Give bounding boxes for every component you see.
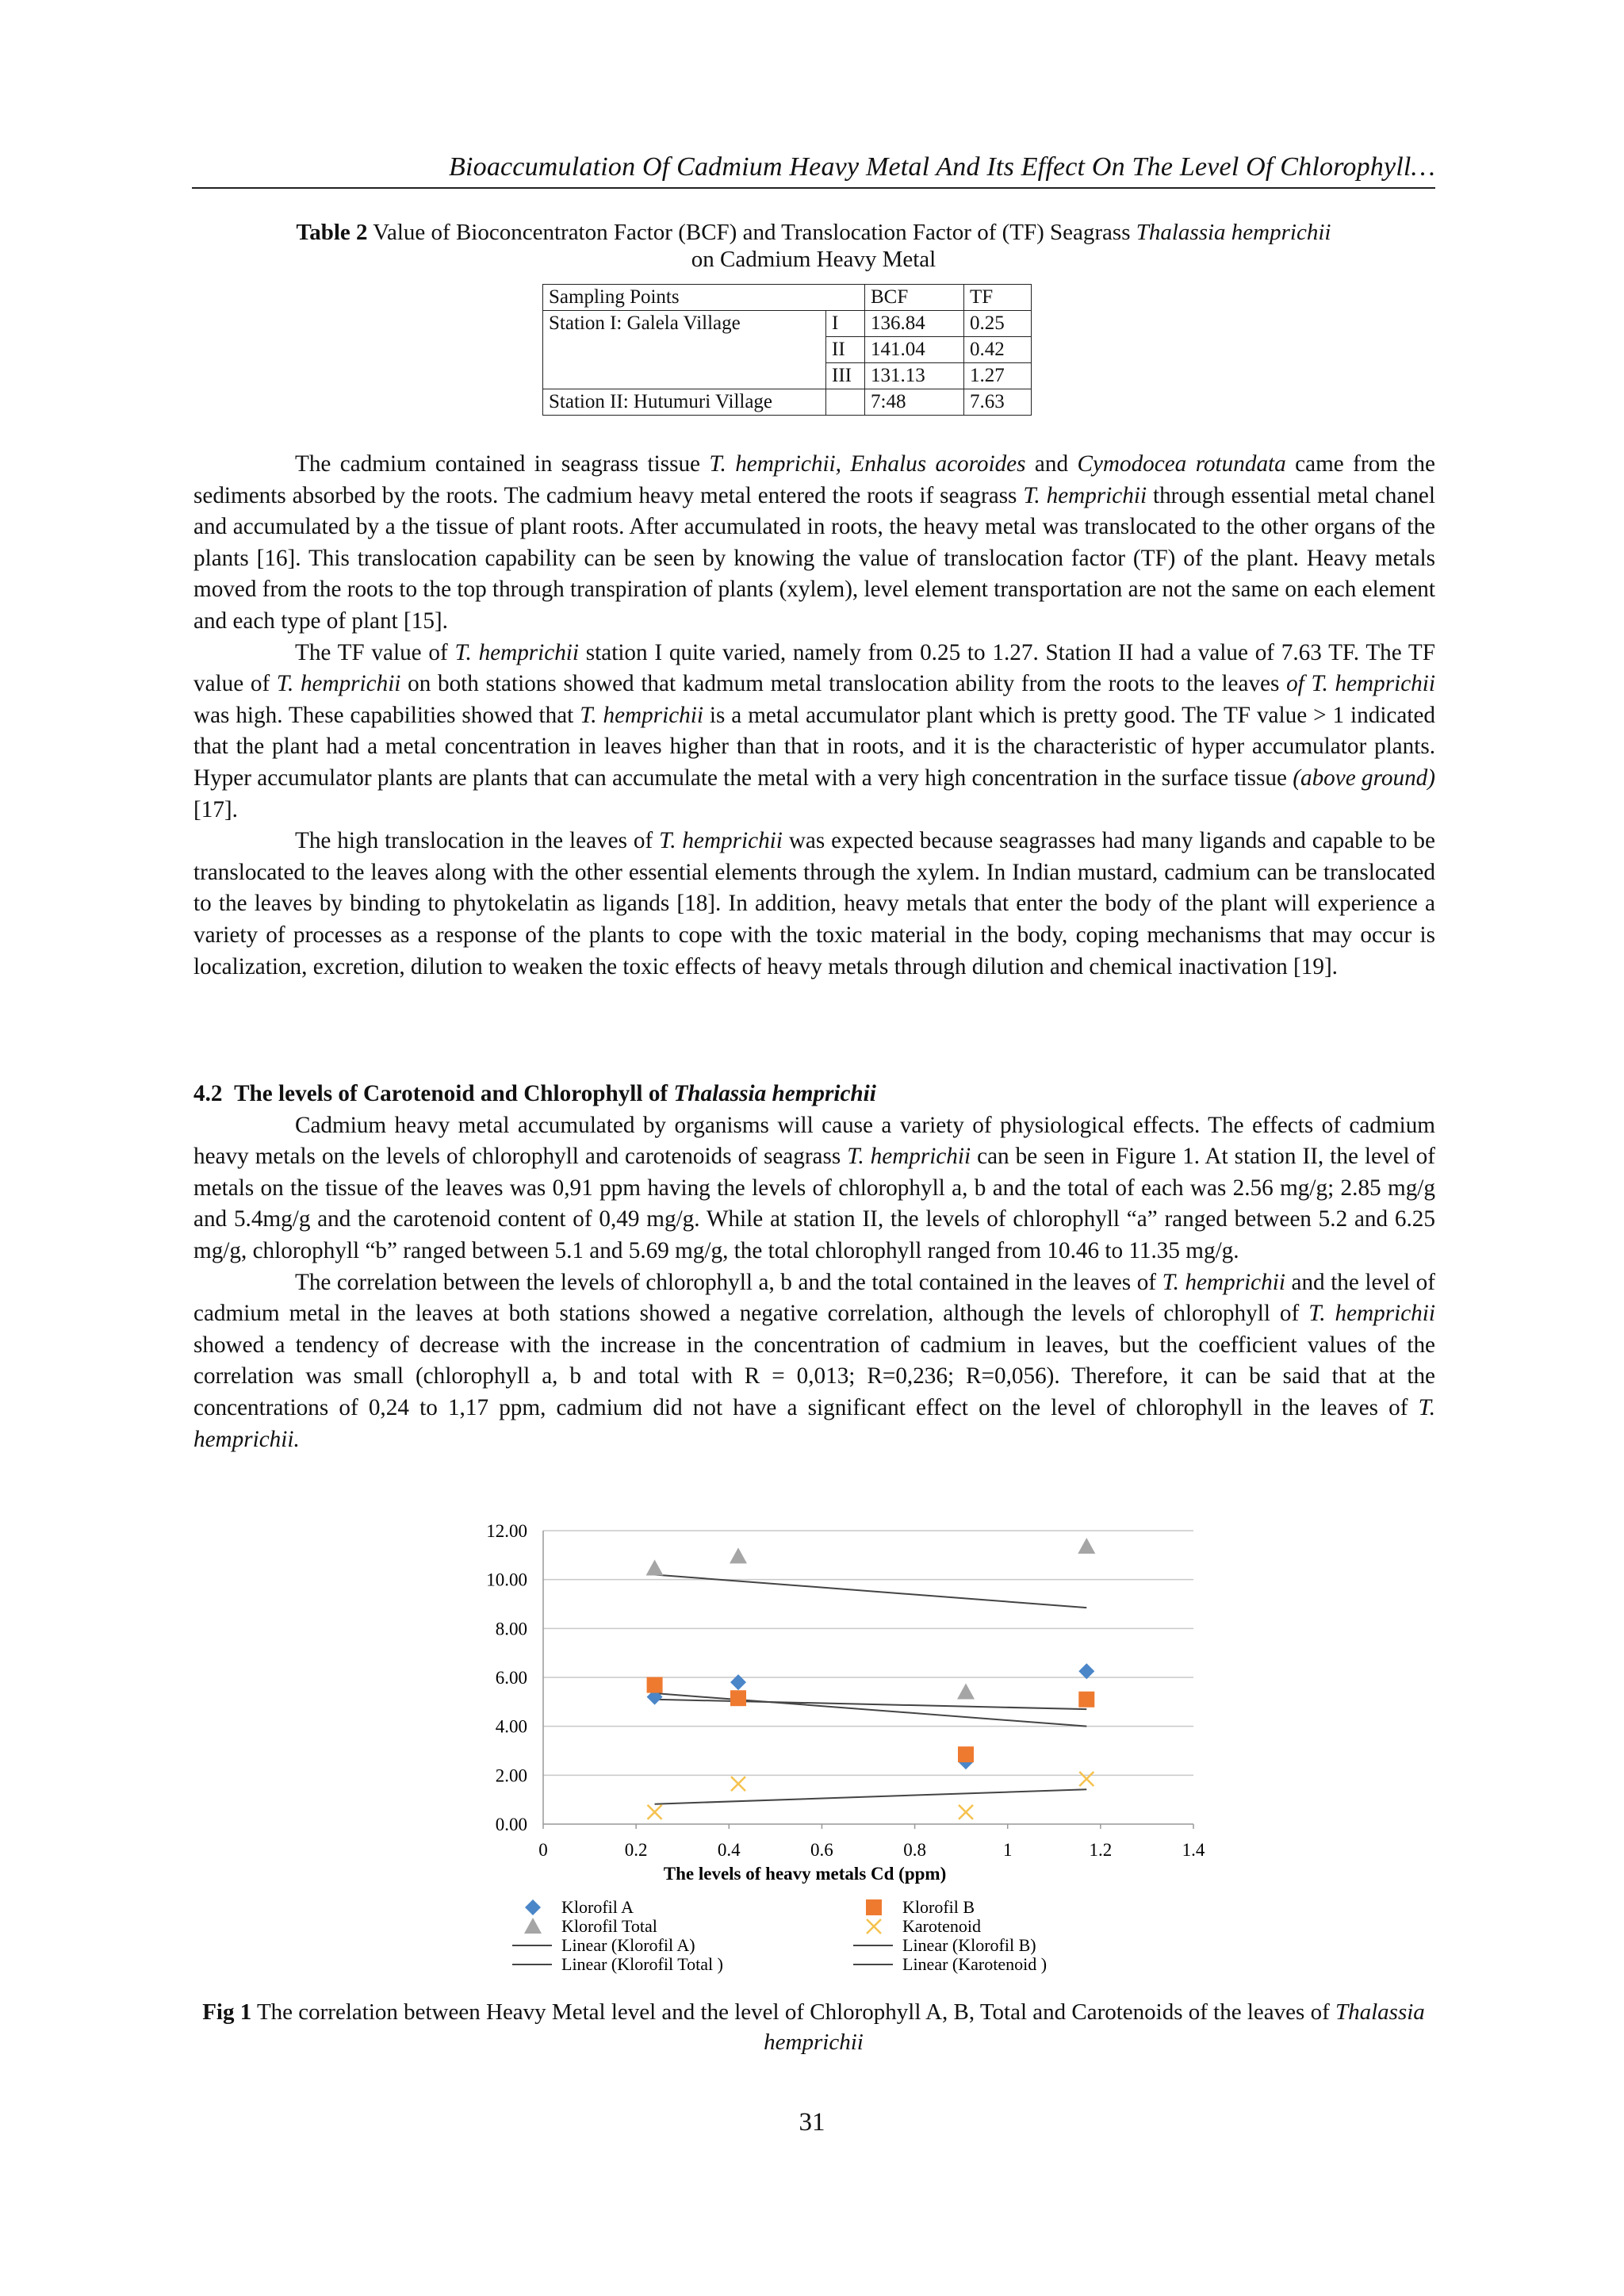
paragraph-1: The cadmium contained in seagrass tissue T. hemprichii, Enhalus acoroides and Cymodocea rotundata came from the sediments absorbed by the roots. The cadmium heavy metal entered the roots if seagrass T. hemprichii through essential metal chanel and accumulated by a the tissue of plant roots. After accumulated in roots, the heavy metal was translocated to the other organs of the plants [16]. This translocation capability can be seen by knowing the value of translocation factor (TF) of the plant. Heavy metals moved from the roots to the top through transpiration of plants (xylem), level element transportation are not the same on each element and each type of plant [15]. bbox=[193, 451, 1435, 634]
y-tick-label: 8.00 bbox=[495, 1619, 527, 1639]
figure-label: Fig 1 bbox=[202, 1999, 252, 2025]
y-tick-label: 0.00 bbox=[495, 1815, 527, 1834]
bcf-tf-table bbox=[542, 284, 1032, 416]
figure-caption-species: Thalassia hemprichii bbox=[764, 1999, 1425, 2055]
table-caption bbox=[192, 219, 1435, 273]
data-point-karotenoid bbox=[1079, 1772, 1094, 1786]
chart-x-ticks bbox=[538, 1840, 1205, 1860]
x-tick-label: 0 bbox=[538, 1840, 548, 1860]
table-row bbox=[543, 389, 1032, 416]
figure-caption-text: The correlation between Heavy Metal level and the level of Chlorophyll A, B, Total and Carotenoids of the leaves of bbox=[251, 1999, 1335, 2025]
data-point-karotenoid bbox=[731, 1777, 745, 1791]
x-tick-label: 0.6 bbox=[810, 1840, 833, 1860]
x-tick-label: 0.2 bbox=[624, 1840, 648, 1860]
data-point-klorofil-b bbox=[647, 1677, 663, 1693]
table-caption-text: Value of Bioconcentraton Factor (BCF) and Translocation Factor of (TF) Seagrass bbox=[367, 220, 1136, 245]
legend-symbol bbox=[524, 1918, 542, 1934]
header-sampling-points: Sampling Points bbox=[543, 285, 865, 311]
cell-sub: II bbox=[826, 337, 865, 363]
paragraph-4: Cadmium heavy metal accumulated by organisms will cause a variety of physiological effects. The effects of cadmium heavy metals on the levels of chlorophyll and carotenoids of seagrass T. hemprichii can be seen in Figure 1. At station II, the level of metals on the tissue of the leaves was 0,91 ppm having the levels of chlorophyll a, b and the total of each was 2.56 mg/g; 2.85 mg/g and 5.4mg/g and the carotenoid content of 0,49 mg/g. While at station II, the levels of chlorophyll “a” ranged between 5.2 and 6.25 mg/g, chlorophyll “b” ranged between 5.1 and 5.69 mg/g, the total chlorophyll ranged from 10.46 to 11.35 mg/g. bbox=[193, 1112, 1435, 1263]
x-tick-label: 0.4 bbox=[717, 1840, 741, 1860]
legend-label: Klorofil A bbox=[561, 1897, 634, 1917]
cell-tf: 1.27 bbox=[964, 363, 1032, 389]
data-point-klorofil-total bbox=[730, 1547, 747, 1563]
trendline bbox=[655, 1700, 1087, 1709]
y-tick-label: 6.00 bbox=[495, 1668, 527, 1688]
cell-tf: 0.25 bbox=[964, 311, 1032, 337]
cell-sub bbox=[826, 389, 865, 416]
cell-bcf: 7:48 bbox=[865, 389, 964, 416]
x-tick-label: 0.8 bbox=[903, 1840, 926, 1860]
body-block-1 bbox=[193, 449, 1435, 983]
y-tick-label: 4.00 bbox=[495, 1716, 527, 1737]
chart-legend bbox=[512, 1897, 1047, 1974]
table-row bbox=[543, 311, 1032, 337]
legend-label: Klorofil B bbox=[902, 1897, 975, 1917]
legend-label: Linear (Klorofil B) bbox=[902, 1935, 1036, 1955]
table-caption-species: Thalassia hemprichii bbox=[1136, 220, 1331, 245]
cell-station: Station I: Galela Village bbox=[543, 311, 826, 389]
data-point-klorofil-b bbox=[958, 1746, 974, 1762]
legend-symbol bbox=[867, 1919, 881, 1934]
cell-bcf: 141.04 bbox=[865, 337, 964, 363]
table-label: Table 2 bbox=[296, 220, 368, 245]
x-axis-label: The levels of heavy metals Cd (ppm) bbox=[663, 1864, 947, 1884]
chart-grid bbox=[543, 1531, 1193, 1829]
trendline bbox=[655, 1693, 1087, 1727]
legend-label: Karotenoid bbox=[902, 1916, 981, 1936]
paragraph-3: The high translocation in the leaves of T. hemprichii was expected because seagrasses had many ligands and capable to be translocated to the leaves along with the other essential elements through the xylem. In Indian mustard, cadmium can be translocated to the leaves by binding to phytokelatin as ligands [18]. In addition, heavy metals that enter the body of the plant will experience a variety of processes as a response of the plants to cope with the toxic material in the body, coping mechanisms that may occur is localization, excretion, dilution to weaken the toxic effects of heavy metals through dilution and chemical inactivation [19]. bbox=[193, 828, 1435, 979]
x-tick-label: 1.4 bbox=[1182, 1840, 1205, 1860]
cell-sub: I bbox=[826, 311, 865, 337]
page-number: 31 bbox=[799, 2108, 825, 2137]
cell-bcf: 136.84 bbox=[865, 311, 964, 337]
cell-bcf: 131.13 bbox=[865, 363, 964, 389]
cell-station: Station II: Hutumuri Village bbox=[543, 389, 826, 416]
data-point-karotenoid bbox=[648, 1805, 662, 1819]
data-point-karotenoid bbox=[959, 1805, 973, 1819]
table-caption-text-2: on Cadmium Heavy Metal bbox=[691, 247, 936, 272]
paragraph-2: The TF value of T. hemprichii station I quite varied, namely from 0.25 to 1.27. Station II had a value of 7.63 TF. The TF value of T. hemprichii on both stations showed that kadmum metal translocation ability from the roots to the leaves of T. hemprichii was high. These capabilities showed that T. hemprichii is a metal accumulator plant which is pretty good. The TF value > 1 indicated that the plant had a metal concentration in leaves higher than that in roots, and it is the characteristic of hyper accumulator plants. Hyper accumulator plants are plants that can accumulate the metal with a very high concentration in the surface tissue (above ground) [17]. bbox=[193, 639, 1436, 822]
x-tick-label: 1 bbox=[1002, 1840, 1013, 1860]
chlorophyll-cd-chart bbox=[412, 1507, 1221, 1983]
legend-label: Linear (Karotenoid ) bbox=[902, 1954, 1048, 1974]
legend-symbol bbox=[866, 1899, 882, 1915]
cell-tf: 0.42 bbox=[964, 337, 1032, 363]
data-point-klorofil-total bbox=[646, 1559, 664, 1575]
x-tick-label: 1.2 bbox=[1089, 1840, 1113, 1860]
trendline bbox=[655, 1789, 1087, 1804]
data-point-klorofil-b bbox=[1078, 1692, 1094, 1708]
figure-caption bbox=[192, 1997, 1435, 2057]
body-block-2 bbox=[193, 1079, 1435, 1455]
legend-symbol bbox=[525, 1899, 541, 1915]
header-bcf: BCF bbox=[865, 285, 964, 311]
table-header-row bbox=[543, 285, 1032, 311]
data-point-klorofil-total bbox=[1078, 1538, 1095, 1554]
chart-y-ticks bbox=[486, 1521, 527, 1834]
section-heading: 4.2 The levels of Carotenoid and Chlorophyll of Thalassia hemprichii bbox=[193, 1081, 876, 1106]
legend-label: Klorofil Total bbox=[561, 1916, 657, 1936]
cell-tf: 7.63 bbox=[964, 389, 1032, 416]
cell-sub: III bbox=[826, 363, 865, 389]
legend-label: Linear (Klorofil Total ) bbox=[561, 1954, 723, 1974]
data-point-klorofil-a bbox=[730, 1674, 746, 1690]
chart-trendlines bbox=[655, 1575, 1087, 1804]
header-tf: TF bbox=[964, 285, 1032, 311]
data-point-klorofil-b bbox=[730, 1690, 746, 1706]
data-point-klorofil-total bbox=[957, 1684, 975, 1700]
y-tick-label: 10.00 bbox=[486, 1570, 527, 1590]
y-tick-label: 2.00 bbox=[495, 1765, 527, 1786]
running-header: Bioaccumulation Of Cadmium Heavy Metal And Its Effect On The Level Of Chlorophyll… bbox=[192, 152, 1435, 189]
y-tick-label: 12.00 bbox=[486, 1521, 527, 1541]
paragraph-5: The correlation between the levels of chlorophyll a, b and the total contained in the leaves of T. hemprichii and the level of cadmium metal in the leaves at both stations showed a negative correlation, although the levels of chlorophyll of T. hemprichii showed a tendency of decrease with the increase in the concentration of cadmium in leaves, but the coefficient values of the correlation was small (chlorophyll a, b and total with R = 0,013; R=0,236; R=0,056). Therefore, it can be said that at the concentrations of 0,24 to 1,17 ppm, cadmium did not have a significant effect on the level of chlorophyll in the leaves of T. hemprichii. bbox=[193, 1269, 1435, 1452]
legend-label: Linear (Klorofil A) bbox=[561, 1935, 695, 1955]
